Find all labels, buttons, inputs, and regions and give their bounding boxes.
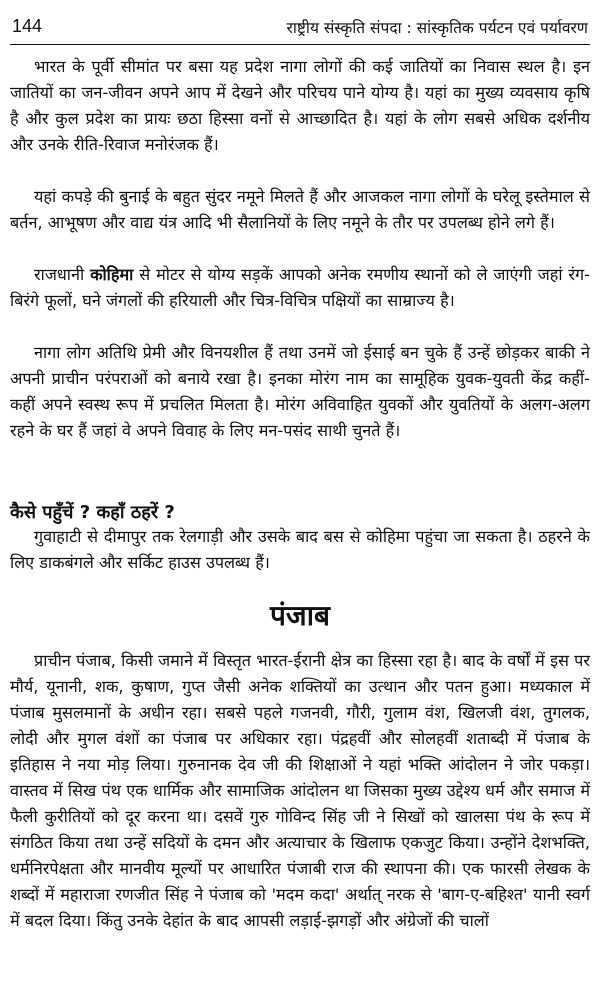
paragraph-nagaland-intro: भारत के पूर्वी सीमांत पर बसा यह प्रदेश नागा लोगों की कई जातियों का निवास स्थल है। इन जातियों का जन-जीवन अपने आप में देखने और परिचय पाने योग्य है। यहां का मुख्य व्यवसाय कृषि है और कुल प्रदेश का प्रायः छठा हिस्सा वनों से आच्छादित है। यहां के लोग सबसे अधिक दर्शनीय और उनके रीति-रिवाज मनोरंजक हैं। — [10, 57, 590, 154]
section-title-punjab: पंजाब — [270, 599, 330, 632]
kohima-bold-word: कोहिमा — [90, 265, 134, 284]
kohima-text-after: से मोटर से योग्य सड़कें आपको अनेक रमणीय स्थानों को ले जाएंगी जहां रंग-बिरंगे फूलों, घने जंगलों की हरियाली और चित्र-विचित्र पक्षियों का साम्राज्य है। — [10, 265, 591, 310]
paragraph-morang: नागा लोग अतिथि प्रेमी और विनयशील हैं तथा उनमें जो ईसाई बन चुके हैं उन्हें छोड़कर बाकी ने अपनी प्राचीन परंपराओं को बनाये रखा है। इनका मोरंग नाम का सामूहिक युवक-युवती केंद्र कहीं-कहीं अपने स्वस्थ रूप में प्रचलित मिलता है। मोरंग अविवाहित युवकों और युवतियों के अलग-अलग रहने के घर हैं जहां वे अपने विवाह के लिए मन-पसंद साथी चुनते हैं। — [10, 343, 590, 440]
how-to-reach-heading: कैसे पहुँचें ? कहाँ ठहरें ? — [10, 502, 175, 523]
paragraph-punjab-history: प्राचीन पंजाब, किसी जमाने में विस्तृत भारत-ईरानी क्षेत्र का हिस्सा रहा है। बाद के वर्षों में इस पर मौर्य, यूनानी, शक, कुषाण, गुप्त जैसी अनेक शक्तियों का उत्थान और पतन हुआ। मध्यकाल में पंजाब मुसलमानों के अधीन रहा। सबसे पहले गजनवी, गौरी, गुलाम वंश, खिलजी वंश, तुगलक, लोदी और मुगल वंशों का पंजाब पर अधिकार रहा। पंद्रहवीं और सोलहवीं शताब्दी में पंजाब के इतिहास ने नया मोड़ लिया। गुरुनानक देव जी की शिक्षाओं ने यहां भक्ति आंदोलन ने जोर पकड़ा। वास्तव में सिख पंथ एक धार्मिक और सामाजिक आंदोलन था जिसका मुख्य उद्देश्य धर्म और समाज में फैली कुरीतियों को दूर करना था। दसवें गुरु गोविन्द सिंह जी ने सिखों को खालसा पंथ के रूप में संगठित किया तथा उन्हें सदियों के दमन और अत्याचार के खिलाफ एकजुट किया। उन्होंने देशभक्ति, धर्मनिरपेक्षता और मानवीय मूल्यों पर आधारित पंजाबी राज की स्थापना की। एक फारसी लेखक के शब्दों में महाराजा रणजीत सिंह ने पंजाब को 'मदम कदा' अर्थात् नरक से 'बाग-ए-बहिश्त' यानी स्वर्ग में बदल दिया। किंतु उनके देहांत के बाद आपसी लड़ाई-झगड़ों और अंग्रेजों की चालों — [10, 651, 590, 930]
paragraph-travel: गुवाहाटी से दीमापुर तक रेलगाड़ी और उसके बाद बस से कोहिमा पहुंचा जा सकता है। ठहरने के लिए डाकबंगले और सर्किट हाउस उपलब्ध हैं। — [10, 527, 590, 572]
kohima-text-before: राजधानी — [34, 265, 91, 284]
paragraph-weaving: यहां कपड़े की बुनाई के बहुत सुंदर नमूने मिलते हैं और आजकल नागा लोगों के घरेलू इस्तेमाल से बर्तन, आभूषण और वाद्य यंत्र आदि भी सैलानियों के लिए नमूने के तौर पर उपलब्ध होने लगे हैं। — [10, 187, 590, 232]
page-number: 144 — [12, 16, 43, 36]
running-head: राष्ट्रीय संस्कृति संपदा : सांस्कृतिक पर्यटन एवं पर्यावरण — [286, 19, 588, 37]
book-page — [10, 0, 590, 997]
page-header — [10, 16, 590, 45]
paragraph-kohima — [10, 262, 590, 314]
